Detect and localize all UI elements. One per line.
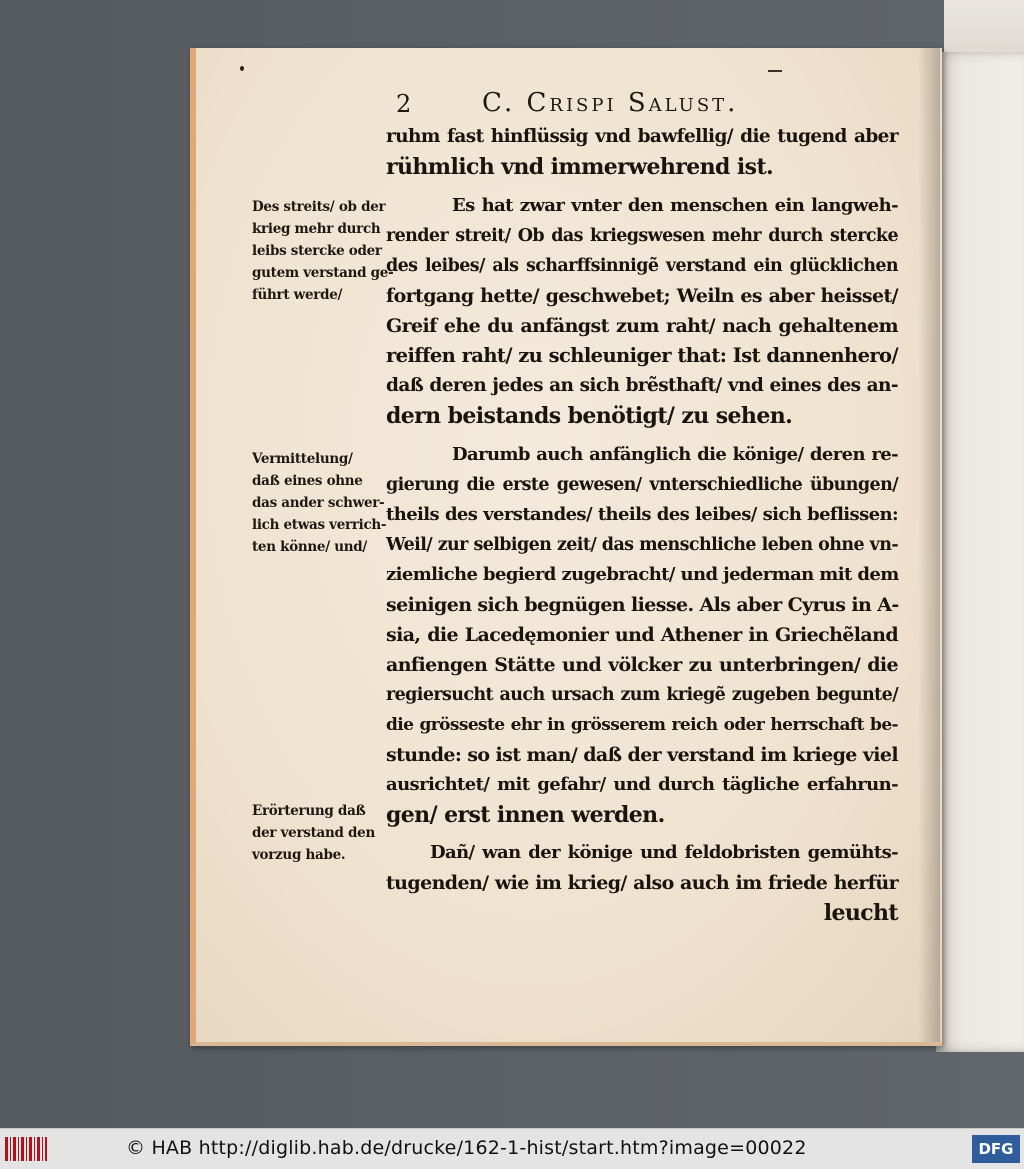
text-line: sia, die Lacedęmonier und Athener in Griechẽland — [386, 624, 898, 646]
text-line: seinigen sich begnügen liesse. Als aber Cyrus in A- — [386, 594, 899, 616]
text-line: Greif ehe du anfängst zum raht/ nach gehaltenem — [386, 315, 898, 337]
copyright-url-text[interactable]: © HAB http://diglib.hab.de/drucke/162-1-hist/start.htm?image=00022 — [126, 1137, 807, 1159]
margin-note-line: daß eines ohne — [252, 473, 363, 489]
margin-note-line: Des streits/ ob der — [252, 199, 386, 215]
margin-note-line: das ander schwer- — [252, 495, 385, 511]
margin-note-line: gutem verstand ge- — [252, 265, 394, 281]
margin-note-line: krieg mehr durch — [252, 221, 381, 237]
running-title: C. Crispi Salust. — [482, 88, 739, 118]
margin-note-line: führt werde/ — [252, 287, 343, 303]
page-number: 2 — [396, 90, 412, 118]
text-line: gen/ erst innen werden. — [386, 802, 665, 828]
text-line: Dañ/ wan der könige und feldobristen gemühts- — [430, 842, 898, 863]
catchword: leucht — [823, 900, 898, 926]
text-line: Weil/ zur selbigen zeit/ das menschliche leben ohne vn- — [386, 535, 898, 555]
viewer-footer — [0, 1128, 1024, 1169]
text-line: stunde: so ist man/ daß der verstand im kriege viel — [386, 744, 898, 766]
margin-note-line: Erörterung daß — [252, 803, 366, 819]
text-line: rühmlich vnd immerwehrend ist. — [386, 154, 774, 180]
text-line: ausrichtet/ mit gefahr/ und durch tägliche erfahrun- — [386, 774, 898, 795]
text-line: ruhm fast hinflüssig vnd bawfellig/ die tugend aber — [386, 126, 898, 147]
margin-note-line: lich etwas verrich- — [252, 517, 387, 533]
text-line: render streit/ Ob das kriegswesen mehr durch stercke — [386, 226, 898, 246]
text-line: Darumb auch anfänglich die könige/ deren re- — [452, 444, 898, 465]
page-gutter-shadow — [918, 48, 940, 1042]
text-line: theils des verstandes/ theils des leibes/ sich beflissen: — [386, 504, 898, 525]
text-line: Es hat zwar vnter den menschen ein langweh- — [452, 195, 898, 216]
hab-barcode-logo — [5, 1137, 47, 1161]
text-line: dern beistands benötigt/ zu sehen. — [386, 403, 793, 429]
text-line: anfiengen Stätte und völcker zu unterbringen/ die — [386, 654, 898, 676]
page-speck — [240, 66, 244, 71]
text-line: ziemliche begierd zugebracht/ und jederman mit dem — [386, 564, 899, 585]
page-mark — [768, 70, 782, 72]
facing-page — [936, 52, 1024, 1052]
text-line: regiersucht auch ursach zum kriegẽ zugeben begunte/ — [386, 685, 898, 705]
margin-note-line: leibs stercke oder — [252, 243, 382, 259]
text-line: reiffen raht/ zu schleuniger that: Ist dannenhero/ — [386, 344, 898, 367]
margin-note-line: ten könne/ und/ — [252, 539, 368, 555]
text-line: die grösseste ehr in grösserem reich oder herrschaft be- — [386, 715, 898, 735]
text-line: daß deren jedes an sich brẽsthaft/ vnd eines des an- — [386, 375, 898, 396]
margin-note-line: vorzug habe. — [252, 847, 346, 863]
text-line: tugenden/ wie im krieg/ also auch im friede herfür — [386, 872, 898, 894]
facing-page-top — [944, 0, 1024, 56]
text-line: des leibes/ als scharffsinnigẽ verstand ein glücklichen — [386, 256, 898, 276]
text-line: fortgang hette/ geschwebet; Weiln es aber heisset/ — [386, 285, 898, 307]
margin-note-line: Vermittelung/ — [252, 451, 353, 467]
dfg-logo: DFG — [972, 1135, 1020, 1163]
margin-note-line: der verstand den — [252, 825, 375, 841]
text-line: gierung die erste gewesen/ vnterschiedliche übungen/ — [386, 475, 898, 495]
page-header — [396, 88, 796, 122]
